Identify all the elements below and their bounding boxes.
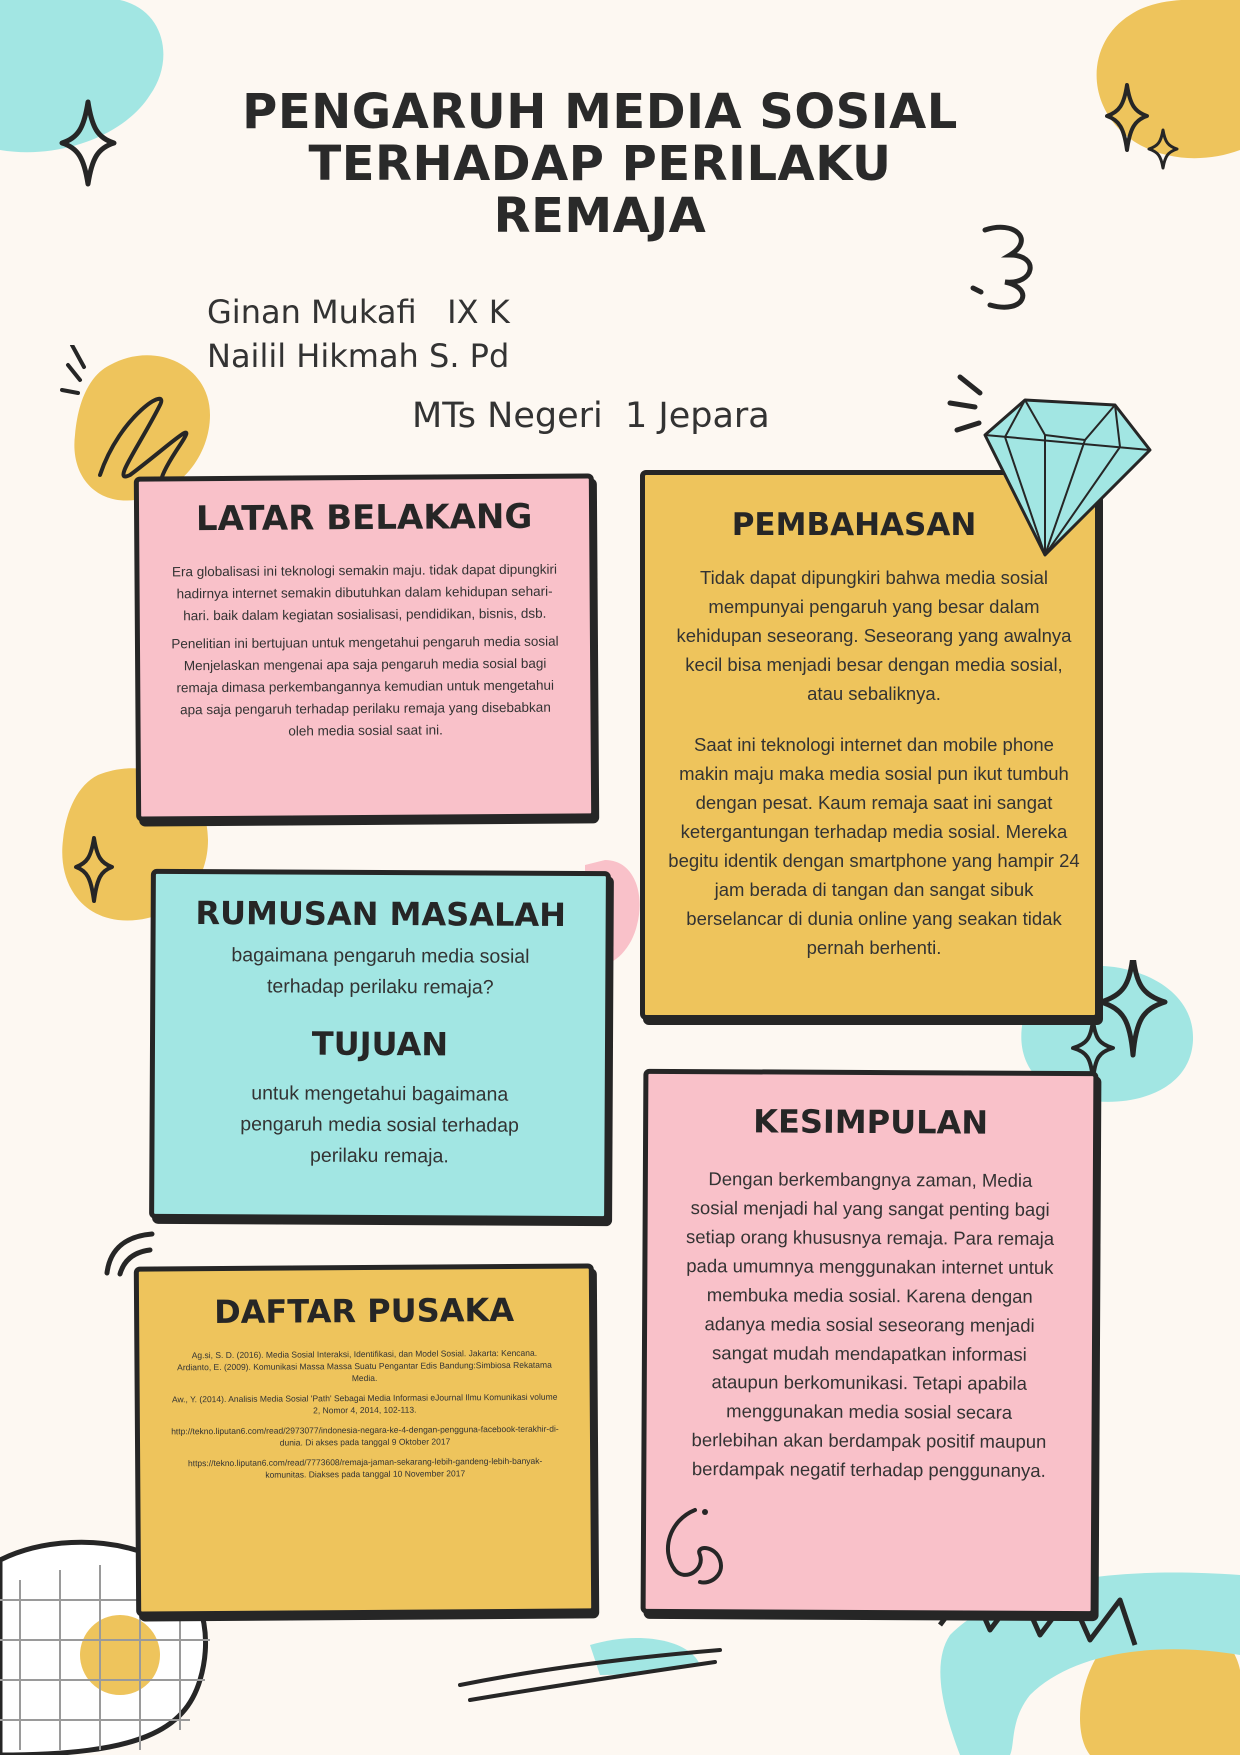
sparkle-pair-icon <box>1105 80 1185 180</box>
cyan-stroke-bottom <box>440 1630 730 1720</box>
pembahasan-paragraph-1: Tidak dapat dipungkiri bahwa media sosial mempunyai pengaruh yang besar dalam kehidupan seseorang. Seseorang yang awalnya kecil bisa menjadi besar dengan media sosial, atau sebaliknya. <box>676 567 1072 704</box>
rumusan-tujuan-card <box>149 869 611 1221</box>
teacher-name: Nailil Hikmah S. Pd <box>207 337 510 375</box>
kesimpulan-heading: KESIMPULAN <box>753 1102 989 1142</box>
reference-2: Ardianto, E. (2009). Komunikasi Massa Massa Suatu Pengantar Edis Bandung:Simbiosa Rekatama Media. <box>177 1359 552 1384</box>
rumusan-masalah-heading: RUMUSAN MASALAH <box>195 894 567 934</box>
title-line-2: TERHADAP PERILAKU <box>308 136 892 192</box>
kesimpulan-text: Dengan berkembangnya zaman, Media sosial menjadi hal yang sangat penting bagi setiap orang khususnya remaja. Para remaja pada umumnya menggunakan internet untuk membuka media sosial. Karena dengan adanya media sosial seseorang menjadi sangat mudah mendapatkan informasi ataupun berkomunikasi. Tetapi apabila menggunakan media sosial secara berlebihan akan berdampak positif maupun berdampak negatif terhadap penggunanya. <box>685 1168 1055 1481</box>
rumusan-masalah-text: bagaimana pengaruh media sosial terhadap perilaku remaja? <box>231 944 530 999</box>
title-line-3: REMAJA <box>493 188 707 244</box>
daftar-pusaka-heading: DAFTAR PUSAKA <box>214 1290 515 1332</box>
sparkle-icon <box>58 98 118 188</box>
sparkle-small-icon <box>72 835 116 905</box>
swirl-icon <box>655 1500 735 1590</box>
author-block <box>207 290 510 378</box>
latar-belakang-paragraph-2: Penelitian ini bertujuan untuk mengetahui pengaruh media sosial Menjelaskan mengenai apa saja pengaruh media sosial bagi remaja dimasa perkembangannya kemudian untuk mengetahui apa saja pengaruh terhadap perilaku remaja yang disebabkan oleh media sosial saat ini. <box>171 633 559 739</box>
poster-title <box>180 86 1020 242</box>
reference-5: https://tekno.liputan6.com/read/7773608/remaja-jaman-sekarang-lebih-gandeng-lebih-banyak-komunitas. Diakses pada tanggal 10 November 2017 <box>187 1455 543 1480</box>
latar-belakang-card <box>134 473 596 821</box>
reference-1: Ag.si, S. D. (2016). Media Sosial Interaksi, Identifikasi, dan Model Sosial. Jakarta: Kencana. <box>191 1347 538 1361</box>
pembahasan-heading: PEMBAHASAN <box>731 507 977 543</box>
daftar-pusaka-card <box>134 1263 596 1616</box>
diamond-icon <box>945 355 1155 565</box>
reference-3: Aw., Y. (2014). Analisis Media Sosial 'Path' Sebagai Media Informasi eJournal Ilmu Komunikasi volume 2, Nomor 4, 2014, 102-113. <box>171 1391 558 1416</box>
student-name: Ginan Mukafi IX K <box>207 293 510 331</box>
title-line-1: PENGARUH MEDIA SOSIAL <box>242 84 958 140</box>
latar-belakang-heading: LATAR BELAKANG <box>195 496 533 540</box>
pembahasan-paragraph-2: Saat ini teknologi internet dan mobile phone makin maju maka media sosial pun ikut tumbuh dengan pesat. Kaum remaja saat ini sangat ketergantungan terhadap media sosial. Mereka begitu identik dengan smartphone yang hampir 24 jam berada di tangan dan sangat sibuk berselancar di dunia online yang seakan tidak pernah berhenti. <box>668 734 1080 958</box>
tujuan-heading: TUJUAN <box>311 1024 449 1064</box>
tujuan-text: untuk mengetahui bagaimana pengaruh media sosial terhadap perilaku remaja. <box>240 1082 519 1168</box>
school-name: MTs Negeri 1 Jepara <box>412 396 770 436</box>
reference-4: http://tekno.liputan6.com/read/2973077/indonesia-negara-ke-4-dengan-pengguna-facebook-terakhir-di-dunia. Di akses pada tanggal 9 Oktober 2017 <box>171 1423 559 1448</box>
latar-belakang-paragraph-1: Era globalisasi ini teknologi semakin maju. tidak dapat dipungkiri hadirnya internet semakin dibutuhkan dalam kehidupan sehari-hari. baik dalam kegiatan sosialisasi, pendidikan, bisnis, dsb. <box>171 561 557 624</box>
